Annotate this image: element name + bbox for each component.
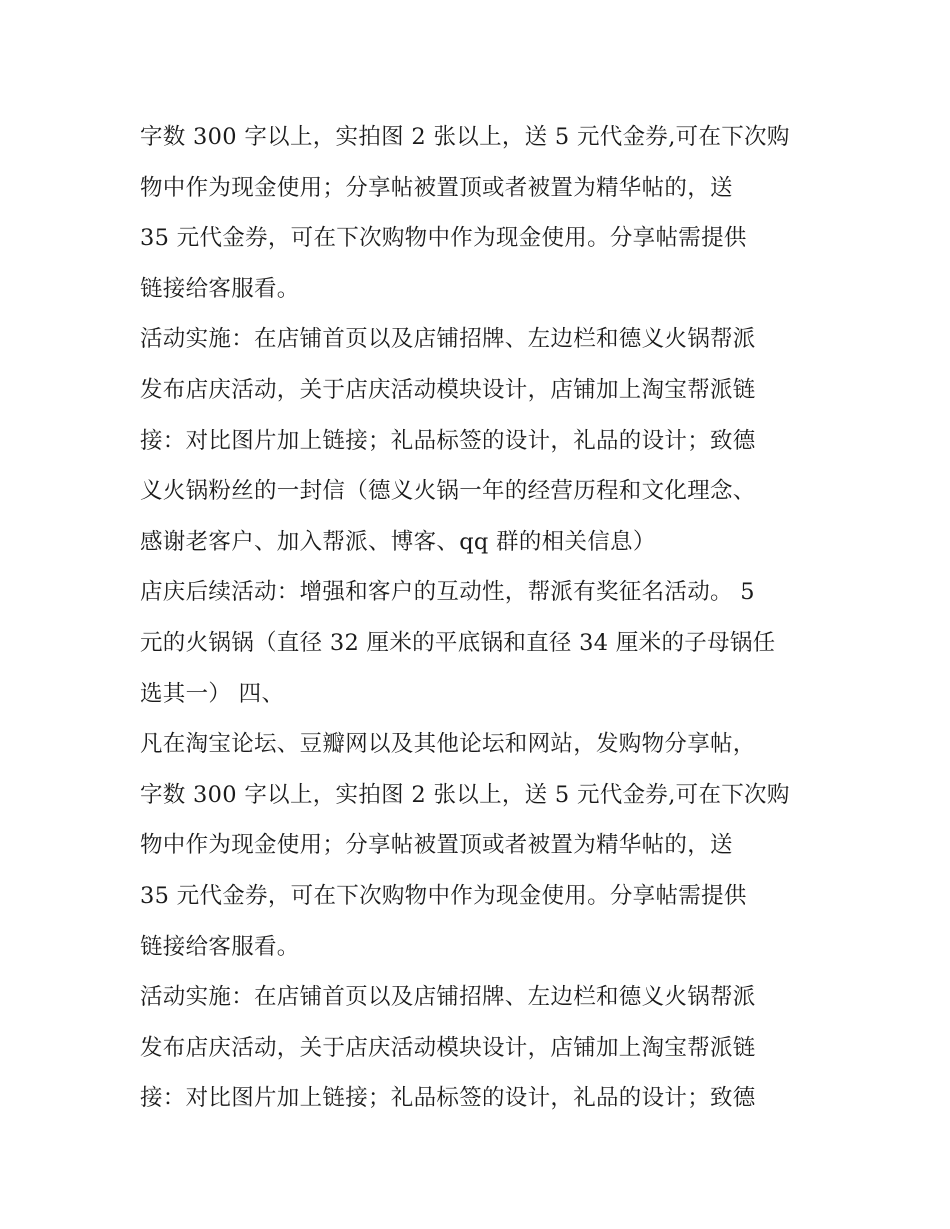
text-line: 35 元代金券，可在下次购物中作为现金使用。分享帖需提供 [140, 225, 747, 252]
text-line: 感谢老客户、加入帮派、博客、qq 群的相关信息） [140, 528, 656, 555]
text-line: 凡在淘宝论坛、豆瓣网以及其他论坛和网站，发购物分享帖， [140, 731, 756, 758]
text-line: 字数 300 字以上，实拍图 2 张以上，送 5 元代金券,可在下次购 [140, 781, 790, 808]
text-line: 发布店庆活动，关于店庆活动模块设计，店铺加上淘宝帮派链 [140, 376, 756, 403]
text-line: 接：对比图片加上链接；礼品标签的设计，礼品的设计；致德 [140, 1085, 756, 1112]
text-line: 字数 300 字以上，实拍图 2 张以上，送 5 元代金券,可在下次购 [140, 124, 790, 150]
text-line: 物中作为现金使用；分享帖被置顶或者被置为精华帖的，送 [140, 832, 733, 859]
body-text [140, 112, 830, 1124]
text-line: 元的火锅锅（直径 32 厘米的平底锅和直径 34 厘米的子母锅任 [140, 629, 776, 656]
text-line: 35 元代金券，可在下次购物中作为现金使用。分享帖需提供 [140, 882, 747, 909]
text-line: 活动实施：在店铺首页以及店铺招牌、左边栏和德义火锅帮派 [140, 326, 756, 353]
text-line: 义火锅粉丝的一封信（德义火锅一年的经营历程和文化理念、 [140, 478, 756, 505]
text-line: 店庆后续活动：增强和客户的互动性，帮派有奖征名活动。 5 [140, 579, 755, 606]
text-line: 物中作为现金使用；分享帖被置顶或者被置为精华帖的，送 [140, 174, 733, 201]
text-line: 活动实施：在店铺首页以及店铺招牌、左边栏和德义火锅帮派 [140, 984, 756, 1011]
text-line: 接：对比图片加上链接；礼品标签的设计，礼品的设计；致德 [140, 427, 756, 454]
text-line: 链接给客服看。 [140, 933, 300, 960]
text-line: 链接给客服看。 [140, 275, 300, 302]
text-line: 发布店庆活动，关于店庆活动模块设计，店铺加上淘宝帮派链 [140, 1034, 756, 1061]
text-line: 选其一） 四、 [140, 680, 285, 707]
